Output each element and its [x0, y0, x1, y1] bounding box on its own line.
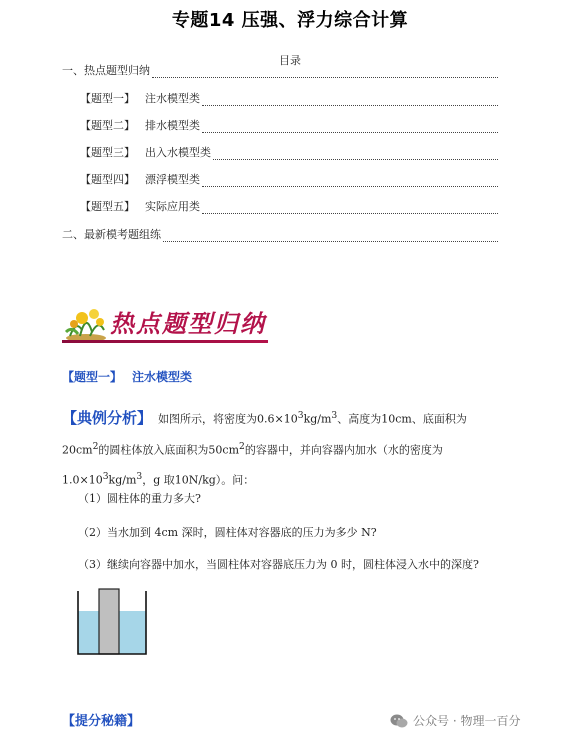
superscript: 2: [92, 440, 99, 452]
toc-item-type3[interactable]: [80, 146, 498, 160]
example-text: ，g 取10N/kg）。问：: [142, 473, 255, 487]
type-label: 【题型一】: [62, 370, 123, 384]
type-heading: [62, 368, 192, 385]
example-paragraph: [62, 402, 502, 494]
toc-item-label: 【题型四】: [80, 173, 135, 186]
toc-leader-dots: [152, 67, 498, 78]
toc-item-type5[interactable]: [80, 200, 498, 214]
toc-item-text: 排水模型类: [145, 119, 200, 132]
example-text: 如图所示，将密度为0.6×10: [158, 412, 298, 426]
question-3: （3）继续向容器中加水，当圆柱体对容器底压力为 0 时，圆柱体浸入水中的深度?: [78, 558, 479, 571]
banner-title: 热点题型归纳: [110, 309, 266, 338]
banner-underline: [62, 340, 268, 343]
toc-item-text: 漂浮模型类: [145, 173, 200, 186]
example-text: 、高度为10cm、底面积为20cm: [62, 412, 467, 457]
toc-leader-dots: [202, 203, 498, 214]
toc-item-label: 一、热点题型归纳: [62, 64, 150, 77]
toc-leader-dots: [202, 122, 498, 133]
toc-item-label: 【题型一】: [80, 92, 135, 105]
toc-item-label: 二、最新模考题组练: [62, 228, 161, 241]
container-cylinder-diagram: [76, 585, 148, 657]
toc-item-type4[interactable]: [80, 173, 498, 187]
superscript: 3: [297, 410, 304, 421]
flower-basket-icon: [62, 300, 110, 342]
toc-item-type1[interactable]: [80, 92, 498, 106]
example-tag: 【典例分析】: [62, 408, 153, 427]
question-2: （2）当水加到 4cm 深时，圆柱体对容器底的压力为多少 N?: [78, 526, 377, 539]
toc-leader-dots: [202, 176, 498, 187]
section-banner: [62, 300, 272, 346]
toc-item-type2[interactable]: [80, 119, 498, 133]
toc-item-label: 【题型二】: [80, 119, 135, 132]
superscript: 3: [331, 410, 338, 421]
toc-item-label: 【题型三】: [80, 146, 135, 159]
example-text: 的圆柱体放入底面积为50cm: [98, 443, 240, 457]
wechat-icon: [390, 713, 408, 729]
toc-item-hot-types[interactable]: [62, 64, 498, 78]
watermark: [390, 712, 520, 729]
toc-item-text: 注水模型类: [145, 92, 200, 105]
tip-heading: 【提分秘籍】: [62, 714, 141, 729]
toc-item-label: 【题型五】: [80, 200, 135, 213]
superscript: 2: [239, 440, 245, 452]
toc-item-text: 实际应用类: [145, 200, 200, 213]
example-text: 的容器中，并向容器内加水（水的密度为1.0×10: [62, 443, 443, 487]
toc-leader-dots: [202, 95, 498, 106]
toc-item-text: 出入水模型类: [145, 146, 211, 159]
example-text: kg/m: [108, 473, 137, 487]
superscript: 3: [102, 471, 109, 483]
page-title: 专题14 压强、浮力综合计算: [171, 10, 409, 31]
toc-leader-dots: [163, 231, 498, 242]
cylinder-shape: [99, 589, 119, 654]
toc-leader-dots: [213, 149, 498, 160]
toc-item-exercises[interactable]: [62, 228, 498, 242]
superscript: 3: [136, 471, 143, 483]
question-1: （1）圆柱体的重力多大?: [78, 492, 201, 505]
example-text: kg/m: [303, 412, 332, 426]
watermark-text: 公众号 · 物理一百分: [413, 714, 521, 728]
type-name: 注水模型类: [132, 370, 193, 384]
toc-heading: 目录: [279, 54, 301, 67]
